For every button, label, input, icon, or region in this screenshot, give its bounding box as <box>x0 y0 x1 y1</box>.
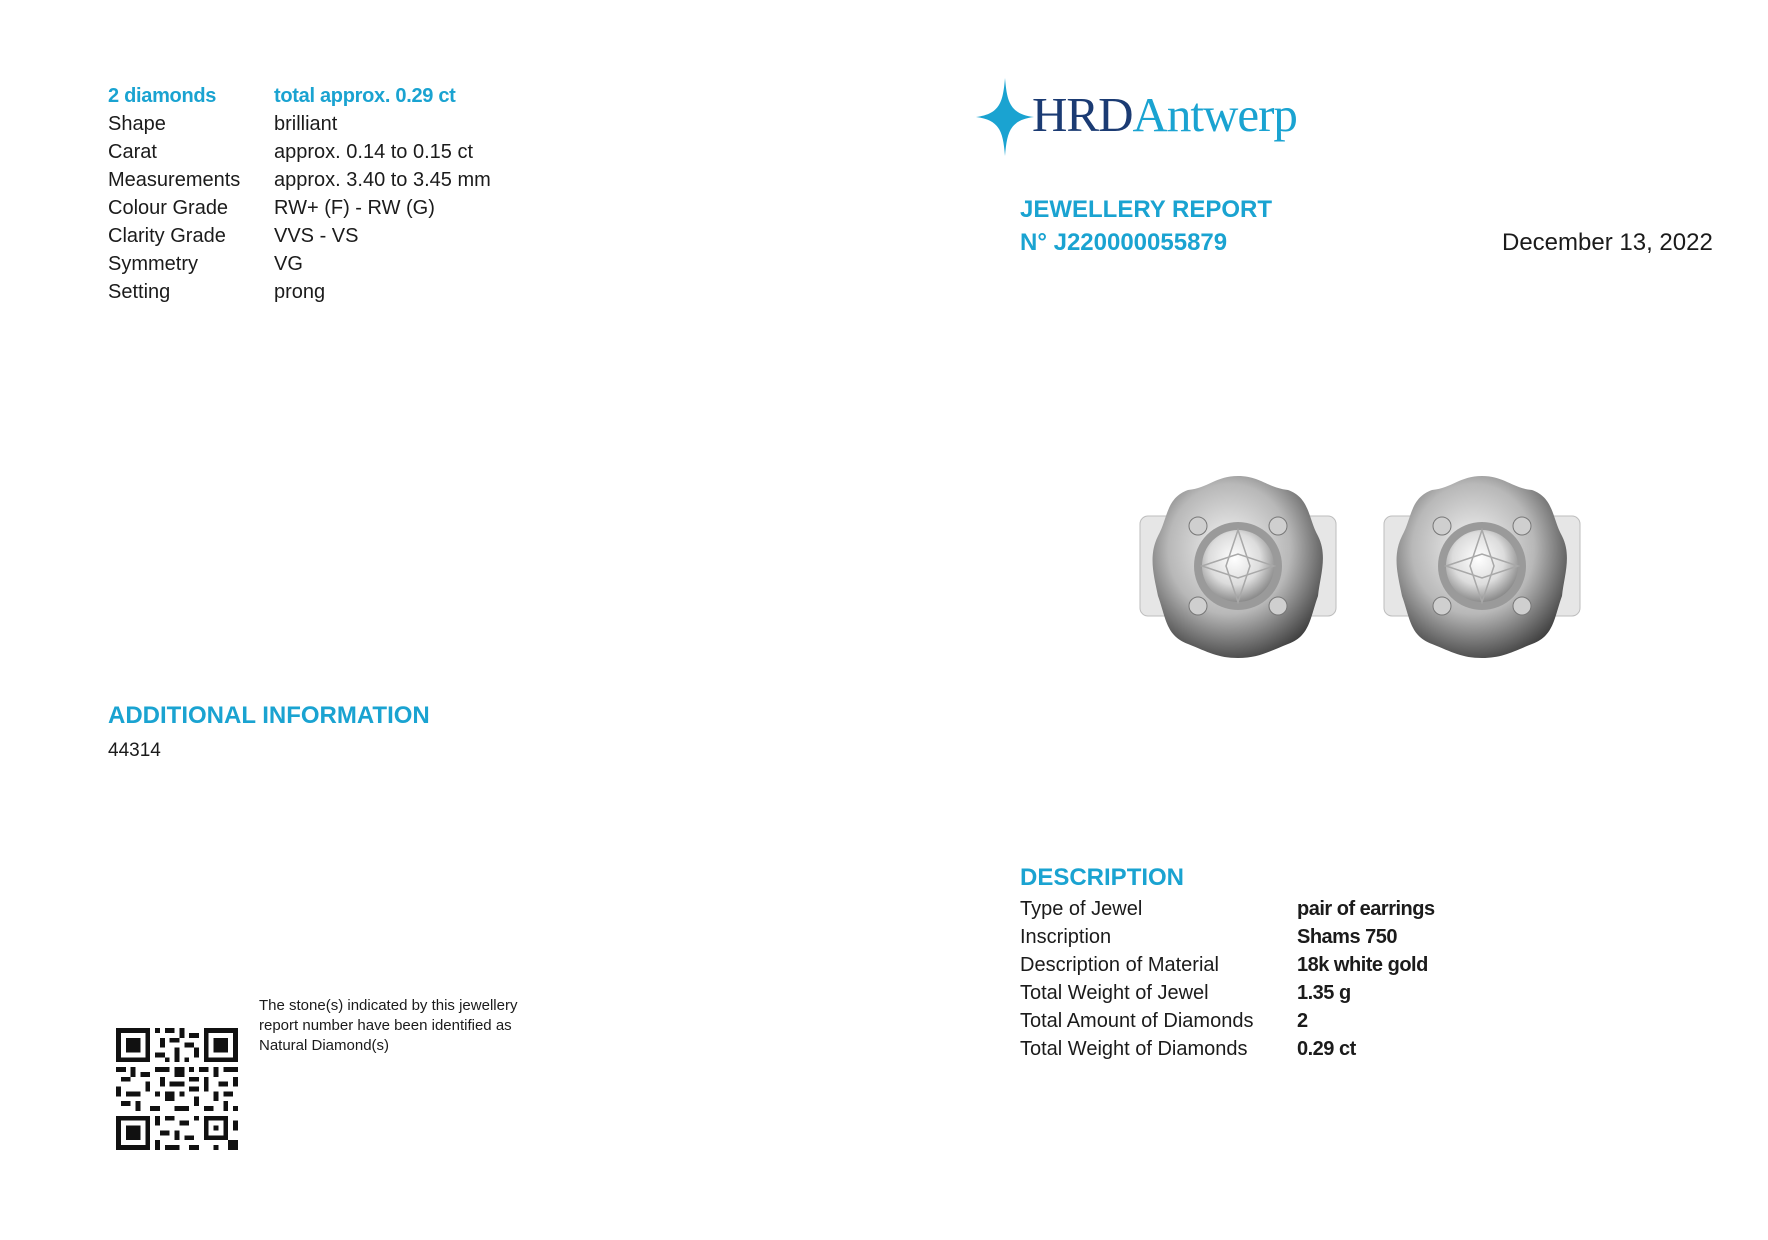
spec-label: Colour Grade <box>108 196 229 219</box>
desc-row-total-amount-diamonds <box>1020 1007 1435 1035</box>
spec-value: RW+ (F) - RW (G) <box>274 196 435 219</box>
note-line: Natural Diamond(s) <box>259 1037 390 1054</box>
desc-label: Total Weight of Jewel <box>1020 981 1209 1004</box>
spec-row-symmetry <box>108 250 491 278</box>
earring-right <box>1384 476 1580 658</box>
logo-wordmark <box>1032 86 1297 143</box>
diamond-total-weight: total approx. 0.29 ct <box>274 84 456 107</box>
report-title: JEWELLERY REPORT <box>1020 196 1273 223</box>
spec-value: VG <box>274 252 303 275</box>
desc-label: Total Weight of Diamonds <box>1020 1037 1248 1060</box>
spec-row-colour-grade <box>108 194 491 222</box>
spec-row-clarity-grade <box>108 222 491 250</box>
report-date: December 13, 2022 <box>1502 229 1713 256</box>
logo-hrd: HRD <box>1032 87 1133 142</box>
desc-label: Inscription <box>1020 925 1112 948</box>
spec-row-measurements <box>108 166 491 194</box>
natural-diamond-note <box>259 996 589 1056</box>
note-line: report number have been identified as <box>259 1017 512 1034</box>
desc-label: Type of Jewel <box>1020 897 1143 920</box>
spec-value: brilliant <box>274 112 338 135</box>
spec-label: Shape <box>108 112 166 135</box>
spec-label: Setting <box>108 280 171 303</box>
desc-value: Shams 750 <box>1297 925 1398 948</box>
description-title: DESCRIPTION <box>1020 864 1185 891</box>
diamond-count: 2 diamonds <box>108 84 217 107</box>
additional-info-value: 44314 <box>108 740 161 761</box>
note-line: The stone(s) indicated by this jewellery <box>259 997 518 1014</box>
description-table <box>1020 895 1435 1063</box>
desc-label: Total Amount of Diamonds <box>1020 1009 1254 1032</box>
desc-row-total-weight-jewel <box>1020 979 1435 1007</box>
star-sparkle-icon <box>970 72 1040 162</box>
spec-label: Measurements <box>108 168 241 191</box>
qr-code-icon <box>116 1028 238 1150</box>
hrd-antwerp-logo <box>970 72 1330 162</box>
spec-row-shape <box>108 110 491 138</box>
desc-label: Description of Material <box>1020 953 1219 976</box>
desc-row-total-weight-diamonds <box>1020 1035 1435 1063</box>
spec-value: approx. 3.40 to 3.45 mm <box>274 168 491 191</box>
desc-row-inscription <box>1020 923 1435 951</box>
desc-value: pair of earrings <box>1297 897 1435 920</box>
logo-antwerp: Antwerp <box>1132 87 1297 142</box>
spec-row-carat <box>108 138 491 166</box>
additional-info-title: ADDITIONAL INFORMATION <box>108 702 430 729</box>
desc-value: 0.29 ct <box>1297 1037 1356 1060</box>
spec-label: Clarity Grade <box>108 224 226 247</box>
spec-row-setting <box>108 278 491 306</box>
desc-value: 1.35 g <box>1297 981 1351 1004</box>
desc-row-type-of-jewel <box>1020 895 1435 923</box>
desc-row-material <box>1020 951 1435 979</box>
report-number: N° J220000055879 <box>1020 229 1228 256</box>
spec-label: Symmetry <box>108 252 198 275</box>
spec-value: VVS - VS <box>274 224 359 247</box>
earring-left <box>1140 476 1336 658</box>
spec-label: Carat <box>108 140 157 163</box>
diamond-spec-table <box>108 82 491 306</box>
diamond-spec-header <box>108 82 491 110</box>
desc-value: 2 <box>1297 1009 1308 1032</box>
spec-value: prong <box>274 280 326 303</box>
desc-value: 18k white gold <box>1297 953 1428 976</box>
earrings-photo <box>1130 462 1610 672</box>
spec-value: approx. 0.14 to 0.15 ct <box>274 140 474 163</box>
